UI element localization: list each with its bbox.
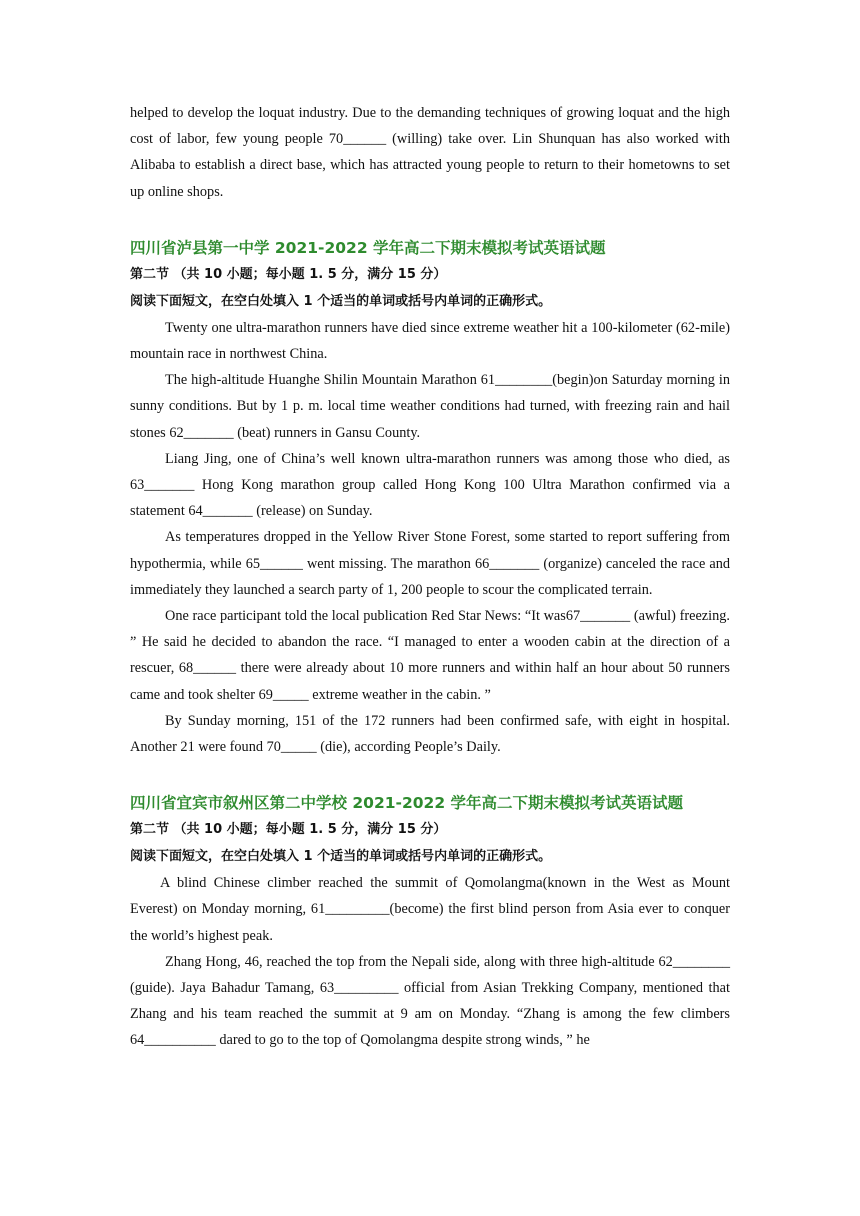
section-subheading: 第二节 （共 10 小题；每小题 1. 5 分，满分 15 分） [130, 822, 447, 838]
paragraph: By Sunday morning, 151 of the 172 runners had been confirmed safe, with eight in hospital. Another 21 were found 70_____ (die), according People’s Daily. [130, 712, 730, 756]
page-content [130, 100, 730, 1054]
section-title: 四川省泸县第一中学 2021-2022 学年高二下期末模拟考试英语试题 [130, 238, 606, 257]
paragraph: Zhang Hong, 46, reached the top from the Nepali side, along with three high-altitude 62________ (guide). Jaya Bahadur Tamang, 63_________ official from Asian Trekking Company, mentioned that Zhang and his team reached the summit at 9 am on Monday. “Zhang is among the few climbers 64__________ dared to go to the top of Qomolangma despite strong winds, ” he [130, 953, 730, 1049]
section-luxian [130, 235, 730, 760]
paragraph: Liang Jing, one of China’s well known ultra-marathon runners was among those who died, as 63_______ Hong Kong marathon group called Hong Kong 100 Ultra Marathon confirmed via a statement 64_______ (release) on Sunday. [130, 450, 730, 520]
paragraph: The high-altitude Huanghe Shilin Mountain Marathon 61________(begin)on Saturday morning in sunny conditions. But by 1 p. m. local time weather conditions had turned, with freezing rain and hail stones 62_______ (beat) runners in Gansu County. [130, 372, 730, 441]
section-title: 四川省宜宾市叙州区第二中学校 2021-2022 学年高二下期末模拟考试英语试题 [130, 794, 684, 813]
section-xuzhou [130, 790, 730, 1053]
section-subheading: 第二节 （共 10 小题；每小题 1. 5 分，满分 15 分） [130, 266, 447, 282]
intro-paragraph: helped to develop the loquat industry. Due to the demanding techniques of growing loquat and the high cost of labor, few young people 70______ (willing) take over. Lin Shunquan has also worked with Alibaba to establish a direct base, which has attracted young people to return to their hometowns to set up online shops. [130, 105, 730, 200]
section-instruction: 阅读下面短文，在空白处填入 1 个适当的单词或括号内单词的正确形式。 [130, 849, 552, 865]
paragraph: Twenty one ultra-marathon runners have died since extreme weather hit a 100-kilometer (62-mile) mountain race in northwest China. [130, 319, 730, 363]
paragraph: A blind Chinese climber reached the summit of Qomolangma(known in the West as Mount Everest) on Monday morning, 61_________(become) the first blind person from Asia ever to conquer the world’s highest peak. [130, 875, 730, 944]
section-instruction: 阅读下面短文，在空白处填入 1 个适当的单词或括号内单词的正确形式。 [130, 293, 552, 309]
paragraph: As temperatures dropped in the Yellow River Stone Forest, some started to report suffering from hypothermia, while 65______ went missing. The marathon 66_______ (organize) canceled the race and immediately they launched a search party of 1, 200 people to scour the complicated terrain. [130, 529, 730, 598]
paragraph: One race participant told the local publication Red Star News: “It was67_______ (awful) freezing. ” He said he decided to abandon the race. “I managed to enter a wooden cabin at the direction of a rescuer, 68______ there were already about 10 more runners and within half an hour about 50 runners came and took shelter 69_____ extreme weather in the cabin. ” [130, 608, 730, 703]
